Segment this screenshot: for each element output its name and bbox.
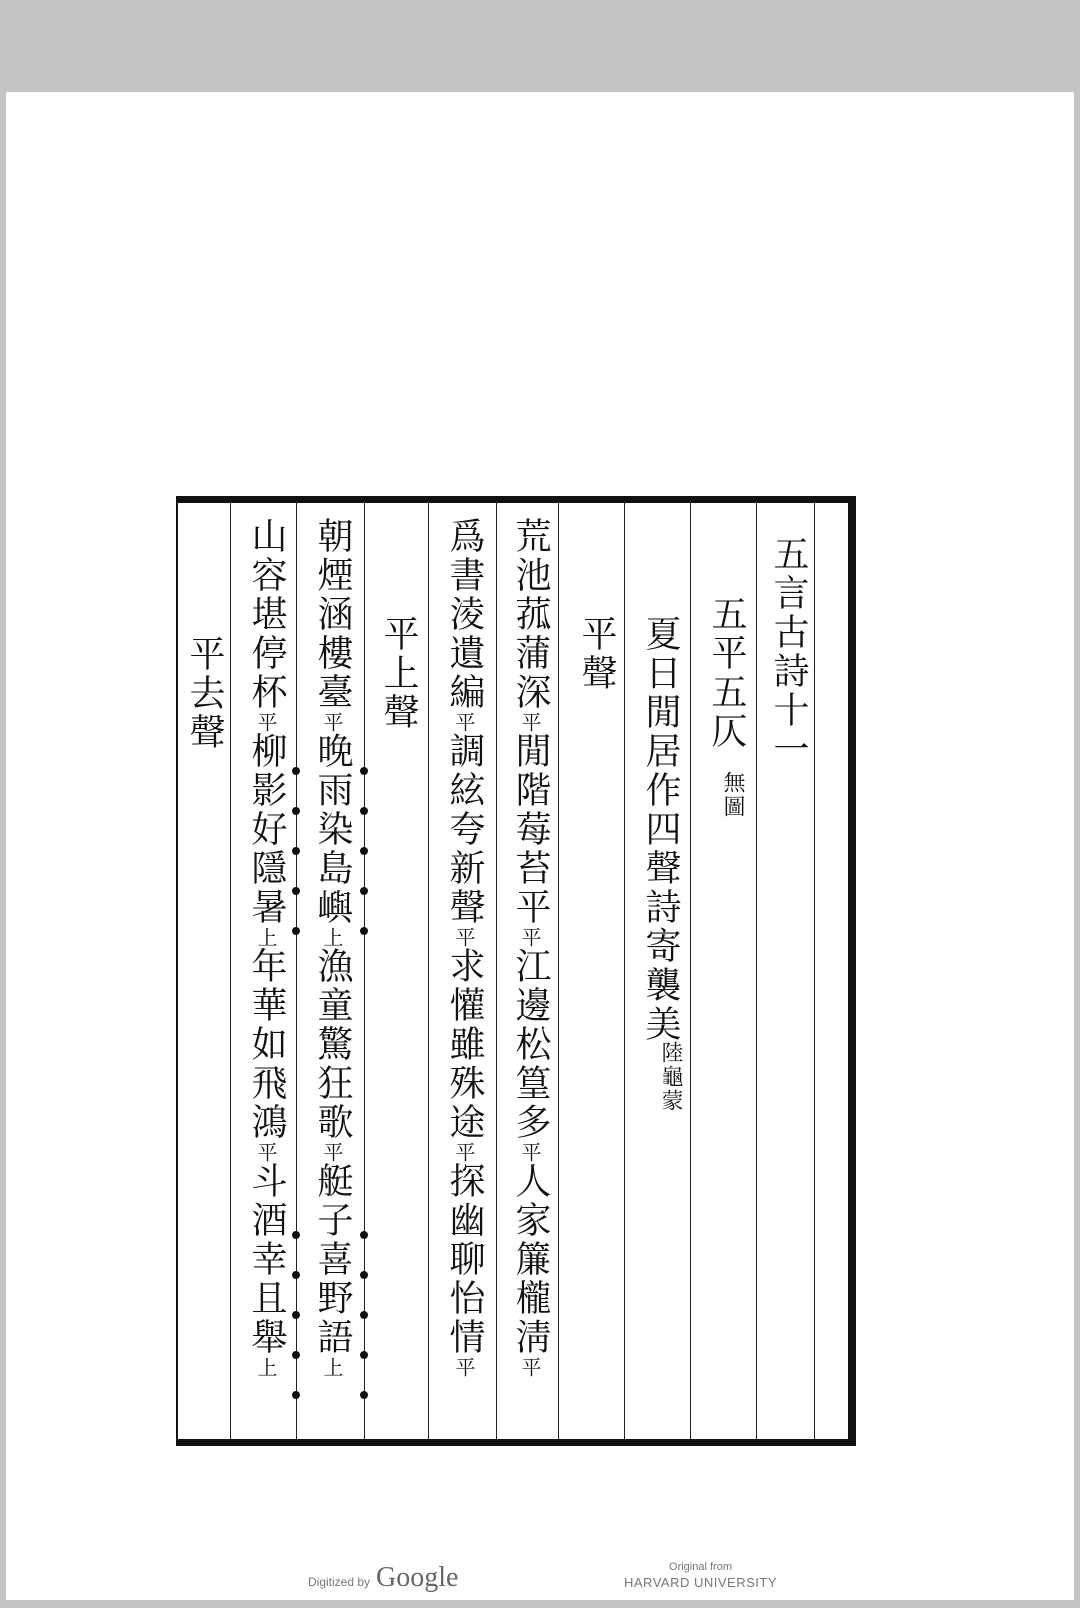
tone-mark: 上: [254, 1357, 278, 1377]
verse-line-2: [444, 517, 484, 1377]
column-rule: [756, 503, 757, 1439]
verse-text: 柳影好隱暑: [246, 732, 287, 927]
verse-text: 爲書淩遺編: [444, 517, 485, 712]
tone-mark: 平: [452, 927, 476, 947]
tone-dot: [360, 1391, 368, 1399]
tone-dot: [292, 847, 300, 855]
tone-dot: [292, 767, 300, 775]
tone-heading-ping: 平聲: [576, 615, 617, 693]
tone-mark: 平: [518, 1142, 542, 1162]
column-rule: [364, 503, 365, 1439]
verse-text: 艇子喜野語: [312, 1162, 353, 1357]
poem-title: 夏日閒居作四聲詩寄襲美: [640, 615, 681, 1044]
tone-dot: [292, 1351, 300, 1359]
text-frame: [176, 496, 856, 1446]
column-rule: [814, 503, 815, 1439]
tone-mark: 平: [452, 1357, 476, 1377]
verse-text: 山容堪停杯: [246, 517, 287, 712]
tone-dot: [292, 1231, 300, 1239]
verse-text: 斗酒幸且舉: [246, 1162, 287, 1357]
tone-dot: [360, 807, 368, 815]
google-logo: Google: [376, 1562, 459, 1593]
tone-dot: [360, 767, 368, 775]
tone-dot: [360, 1271, 368, 1279]
verse-line-1: [510, 517, 550, 1377]
tone-mark: 平: [518, 712, 542, 732]
verse-text: 江邊松篁多: [510, 947, 551, 1142]
column-rule: [428, 503, 429, 1439]
tone-dot: [292, 807, 300, 815]
tone-mark: 平: [254, 712, 278, 732]
verse-text: 探幽聊怡情: [444, 1162, 485, 1357]
poem-author: 陸龜蒙: [658, 1041, 683, 1113]
tone-dot: [360, 847, 368, 855]
original-from-credit: [624, 1560, 777, 1590]
verse-line-3: [312, 517, 352, 1377]
tone-mark: 上: [320, 927, 344, 947]
tone-dot: [360, 1231, 368, 1239]
original-from-label: Original from: [669, 1561, 732, 1573]
scanned-page: [6, 92, 1074, 1600]
verse-text: 求懽雖殊途: [444, 947, 485, 1142]
tone-mark: 上: [320, 1357, 344, 1377]
tone-mark: 平: [518, 927, 542, 947]
verse-text: 荒池菰蒲深: [510, 517, 551, 712]
harvard-label: HARVARD UNIVERSITY: [624, 1575, 777, 1590]
section-note: 無圖: [720, 771, 745, 819]
verse-text: 年華如飛鴻: [246, 947, 287, 1142]
tone-dot: [360, 927, 368, 935]
tone-dot: [292, 1271, 300, 1279]
column-rule: [624, 503, 625, 1439]
column-rule: [230, 503, 231, 1439]
verse-text: 閒階莓苔平: [510, 732, 551, 927]
tone-dot: [292, 887, 300, 895]
tone-heading-ping-qu: 平去聲: [184, 635, 225, 752]
section-heading: 五平五仄: [706, 595, 747, 751]
tone-heading-ping-shang: 平上聲: [378, 615, 419, 732]
tone-dot: [292, 1311, 300, 1319]
chapter-title: 五言古詩十一: [768, 535, 809, 769]
tone-mark: 平: [518, 1357, 542, 1377]
column-rule: [558, 503, 559, 1439]
column-rule: [296, 503, 297, 1439]
tone-mark: 平: [254, 1142, 278, 1162]
tone-mark: 平: [320, 1142, 344, 1162]
tone-dot: [360, 1351, 368, 1359]
tone-dot: [360, 887, 368, 895]
tone-mark: 上: [254, 927, 278, 947]
tone-mark: 平: [452, 712, 476, 732]
column-rule: [690, 503, 691, 1439]
verse-text: 人家簾櫳淸: [510, 1162, 551, 1357]
column-rule: [496, 503, 497, 1439]
tone-dot: [360, 1311, 368, 1319]
verse-text: 調絃夸新聲: [444, 732, 485, 927]
digitized-by-credit: [308, 1562, 458, 1594]
digitized-by-label: Digitized by: [308, 1575, 371, 1589]
verse-text: 漁童驚狂歌: [312, 947, 353, 1142]
tone-mark: 平: [452, 1142, 476, 1162]
verse-text: 朝煙涵樓臺: [312, 517, 353, 712]
verse-line-4: [246, 517, 286, 1377]
tone-mark: 平: [320, 712, 344, 732]
verse-text: 晚雨染島嶼: [312, 732, 353, 927]
tone-dot: [292, 927, 300, 935]
tone-dot: [292, 1391, 300, 1399]
